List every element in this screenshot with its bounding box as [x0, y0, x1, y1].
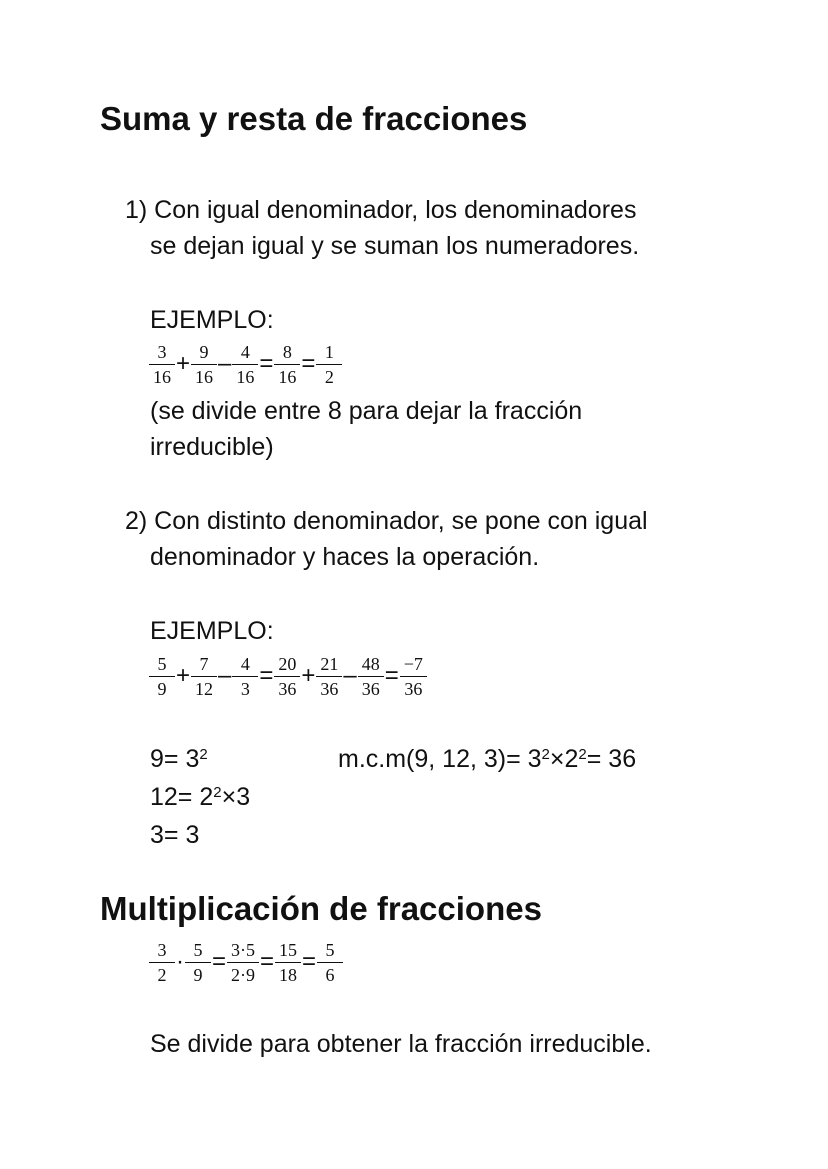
- fraction: [232, 342, 258, 387]
- fraction: [274, 654, 300, 699]
- fraction-denominator: 36: [361, 678, 380, 699]
- multiplication-note: Se divide para obtener la fracción irreducible.: [150, 1030, 652, 1058]
- fraction: [149, 654, 175, 699]
- fraction-denominator: 2: [324, 366, 334, 387]
- note-line2: irreducible): [150, 433, 274, 461]
- operator: ·: [176, 948, 184, 975]
- fraction-numerator: 4: [232, 654, 258, 677]
- fraction-numerator: 20: [274, 654, 300, 677]
- fraction-numerator: 5: [149, 654, 175, 677]
- rule2-line1: 2) Con distinto denominador, se pone con igual: [125, 507, 648, 535]
- fraction-denominator: 16: [278, 366, 297, 387]
- fraction: [149, 342, 175, 387]
- factorization-12: $12= 2^2\times 3$: [150, 783, 251, 811]
- operator: =: [259, 662, 274, 689]
- operator: –: [343, 662, 357, 689]
- fraction: [232, 654, 258, 699]
- fraction-numerator: 5: [317, 940, 343, 963]
- fraction: [275, 940, 301, 985]
- factorization-3: 3= 3: [150, 821, 200, 849]
- fraction-numerator: 3: [149, 940, 175, 963]
- example-label-1: EJEMPLO:: [150, 306, 274, 334]
- operator: +: [301, 662, 316, 689]
- operator: =: [302, 948, 317, 975]
- fraction-numerator: 9: [191, 342, 217, 365]
- fraction-numerator: 3: [149, 342, 175, 365]
- fraction: [191, 342, 217, 387]
- fraction: [227, 940, 259, 985]
- fraction-denominator: 9: [157, 678, 167, 699]
- equation-multiplication: [148, 937, 344, 987]
- fraction-numerator: 48: [358, 654, 384, 677]
- fraction-denominator: 12: [195, 678, 214, 699]
- operator: =: [212, 948, 227, 975]
- fraction-denominator: 18: [279, 964, 298, 985]
- example-label-2: EJEMPLO:: [150, 617, 274, 645]
- fraction-numerator: 15: [275, 940, 301, 963]
- fraction-denominator: 6: [325, 964, 335, 985]
- fraction-denominator: 2: [157, 964, 167, 985]
- operator: +: [176, 662, 191, 689]
- mcm-result: m.c.m(9, 12, $3)= 3^2\times 2^2= 36$: [338, 745, 637, 773]
- fraction-denominator: 16: [236, 366, 255, 387]
- fraction-denominator: 36: [404, 678, 423, 699]
- operator: +: [176, 350, 191, 377]
- fraction: [191, 654, 217, 699]
- section-title-multiplicacion: Multiplicación de fracciones: [100, 890, 542, 927]
- fraction-numerator: 21: [316, 654, 342, 677]
- equation-example1: [148, 339, 343, 389]
- rule1-line1: 1) Con igual denominador, los denominadores: [125, 196, 637, 224]
- fraction-numerator: 5: [185, 940, 211, 963]
- fraction: [317, 940, 343, 985]
- fraction-denominator: 9: [193, 964, 203, 985]
- fraction-denominator: 36: [278, 678, 297, 699]
- fraction-numerator: 7: [191, 654, 217, 677]
- rule2-line2: denominador y haces la operación.: [150, 543, 540, 571]
- note-line1: (se divide entre 8 para dejar la fracción: [150, 397, 583, 425]
- fraction-numerator: 4: [232, 342, 258, 365]
- fraction: [358, 654, 384, 699]
- fraction: [316, 654, 342, 699]
- equation-example2: [148, 651, 428, 701]
- operator: =: [301, 350, 316, 377]
- fraction-denominator: 3: [240, 678, 250, 699]
- fraction-denominator: 16: [153, 366, 171, 387]
- fraction: [274, 342, 300, 387]
- fraction-denominator: 16: [195, 366, 214, 387]
- fraction-numerator: 3·5: [227, 940, 259, 963]
- fraction: [400, 654, 427, 699]
- operator: =: [260, 948, 275, 975]
- fraction-numerator: 1: [316, 342, 342, 365]
- fraction-denominator: 36: [320, 678, 339, 699]
- fraction-denominator: 2·9: [231, 964, 256, 985]
- factorization-9: $9= 3^2$: [150, 745, 208, 773]
- operator: –: [218, 350, 232, 377]
- operator: =: [259, 350, 274, 377]
- operator: =: [384, 662, 399, 689]
- fraction: [149, 940, 175, 985]
- fraction-numerator: 8: [274, 342, 300, 365]
- fraction: [185, 940, 211, 985]
- fraction-numerator: −7: [400, 654, 427, 677]
- section-title-suma-resta: Suma y resta de fracciones: [100, 100, 528, 137]
- fraction: [316, 342, 342, 387]
- rule1-line2: se dejan igual y se suman los numeradores.: [150, 232, 640, 260]
- operator: –: [218, 662, 232, 689]
